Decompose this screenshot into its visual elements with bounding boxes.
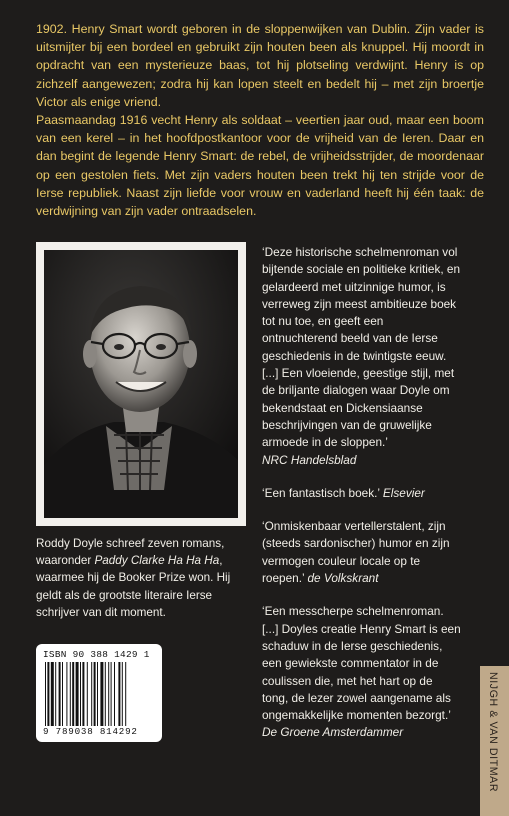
barcode-bar	[108, 662, 109, 726]
review-quote	[262, 244, 462, 469]
author-portrait-image	[44, 250, 238, 518]
synopsis-paragraph-2: Paasmaandag 1916 vecht Henry als soldaat – veertien jaar oud, maar een boom van een kerel – in het hoofdpostkantoor voor de vrijheid van de Ieren. Daar en dan begint de legende Henry Smart: de rebel, de vrijheidsstrijder, de moordenaar op een gestolen fiets. Met zijn vaders houten been trekt hij ten strijde voor de Ierse republiek. Naast zijn liefde voor vrouw en vaderland heeft hij één taak: de verdwijning van zijn vader ontraadselen.	[36, 113, 484, 219]
barcode-bar	[94, 662, 96, 726]
barcode-digits: 9 789038 814292	[43, 726, 138, 737]
review-quote	[262, 603, 462, 741]
barcode-bar	[45, 662, 46, 726]
barcode-bar	[70, 662, 71, 726]
barcode-bar	[47, 662, 49, 726]
barcode-bar	[66, 662, 67, 726]
barcode-bar	[122, 662, 123, 726]
publisher-name: NIJGH & VAN DITMAR	[487, 672, 499, 793]
barcode-bar	[76, 662, 79, 726]
publisher-tab	[480, 666, 509, 816]
author-bio	[36, 535, 251, 621]
barcode-bar	[97, 662, 98, 726]
isbn-number: ISBN 90 388 1429 1	[43, 649, 150, 660]
review-quote-text: ‘Een fantastisch boek.’	[262, 485, 383, 500]
synopsis	[36, 20, 484, 220]
barcode-bar	[51, 662, 54, 726]
synopsis-paragraph-1: 1902. Henry Smart wordt geboren in de sloppenwijken van Dublin. Zijn vader is uitsmijter bij een bordeel en gebruikt zijn houten been als knuppel. Hij moordt in opdracht van een mysterieuze baas, tot hij plotseling verdwijnt. Henry is op zichzelf aangewezen; zodra hij kan lopen steelt en bedelt hij – met zijn broertje Victor als enige vriend.	[36, 22, 484, 109]
review-quote-text: ‘Deze historische schelmenroman vol bijtende sociale en politieke kritiek, en gelardeerd met uitzinnige humor, is verreweg zijn meest ambitieuze boek tot nu toe, en geeft een ontnuchterend beeld van de Ierse geschiedenis in de twintigste eeuw. [...] Een vloeiende, geestige stijl, met de briljante dialogen waar Doyle om bekendstaat en Dickensiaanse beschrijvingen van de gruwelijke armoede in de sloppen.’	[262, 245, 461, 450]
barcode-bar	[59, 662, 61, 726]
barcode-bar	[87, 662, 88, 726]
review-quote-source: Elsevier	[382, 485, 425, 500]
barcode-bar	[55, 662, 56, 726]
review-quote	[262, 518, 462, 587]
barcode-bar	[111, 662, 112, 726]
barcode-bar	[114, 662, 115, 726]
review-quotes	[262, 244, 462, 758]
review-quote-source: De Groene Amsterdammer	[262, 725, 404, 740]
barcode-bar	[118, 662, 120, 726]
barcode-bar	[72, 662, 74, 726]
review-quote-text: ‘Een messcherpe schelmenroman. [...] Doyles creatie Henry Smart is een schaduw in de Ierse geschiedenis, een gewiekste commentator in de coulissen die, met het hart op de tong, de lezer zowel aangename als ongemakkelijke momenten bezorgt.’	[262, 604, 461, 723]
barcode-bar	[100, 662, 103, 726]
review-quote-source: de Volkskrant	[307, 571, 379, 586]
barcode-bar	[82, 662, 84, 726]
author-photo	[36, 242, 246, 526]
author-bio-book-title: Paddy Clarke Ha Ha Ha	[94, 554, 220, 568]
review-quote	[262, 485, 462, 502]
barcode-bar	[62, 662, 63, 726]
author-bio-text	[36, 535, 251, 621]
review-quote-text: ‘Onmiskenbaar vertellerstalent, zijn (steeds sardonischer) humor en zijn vermogen couleur locale op te roepen.’	[262, 519, 450, 586]
barcode-bar	[91, 662, 92, 726]
barcode-bar	[80, 662, 81, 726]
author-bio-outro: , waarmee hij de Booker Prize won. Hij geldt als de grootste literaire Ierse schrijver van dit moment.	[36, 554, 231, 619]
review-quote-source: NRC Handelsblad	[262, 452, 357, 467]
barcode-bar	[125, 662, 126, 726]
barcode-bar	[105, 662, 106, 726]
barcode-bars	[43, 662, 155, 726]
author-bio-intro: Roddy Doyle schreef zeven romans, waaronder	[36, 537, 225, 568]
isbn-barcode	[36, 644, 162, 742]
